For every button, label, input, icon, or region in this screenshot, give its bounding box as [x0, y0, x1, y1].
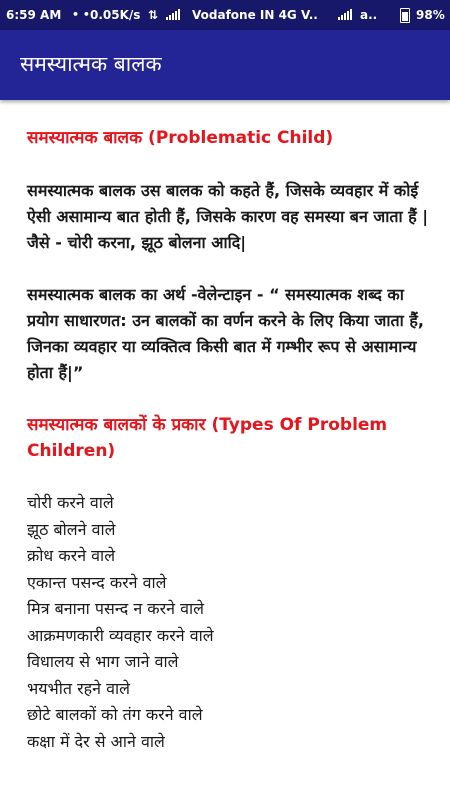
list-item: कक्षा में देर से आने वाले — [27, 731, 165, 751]
list-item: भयभीत रहने वाले — [27, 678, 131, 698]
app-bar — [0, 30, 450, 100]
paragraph-definition: समस्यात्मक बालक उस बालक को कहते हैं, जिसके व्यवहार में कोई ऐसी असामान्य बात होती हैं, जिसके कारण वह समस्या बन जाता हैं | जैसे - चोरी करना, झूठ बोलना आदि| — [27, 181, 429, 252]
page-title: समस्यात्मक बालक — [20, 52, 162, 76]
status-time: 6:59 AM — [6, 8, 62, 22]
article-content — [27, 125, 432, 755]
signal2-icon — [338, 8, 353, 23]
carrier-name-2: a.. — [360, 8, 378, 22]
list-item: एकान्त पसन्द करने वाले — [27, 572, 167, 592]
battery-icon — [400, 8, 410, 24]
list-item: विधालय से भाग जाने वाले — [27, 652, 179, 671]
list-item: आक्रमणकारी व्यवहार करने वाले — [27, 625, 214, 645]
list-item: चोरी करने वाले — [27, 493, 114, 512]
battery-level: 98% — [416, 8, 445, 22]
list-item: क्रोध करने वाले — [27, 546, 116, 565]
list-item: छोटे बालकों को तंग करने वाले — [27, 705, 203, 724]
status-dots: • • — [72, 8, 90, 21]
heading-problematic-child: समस्यात्मक बालक (Problematic Child) — [27, 128, 334, 148]
status-bar — [0, 0, 450, 30]
data-transfer-icon: ⇅ — [148, 8, 159, 22]
carrier-name: Vodafone IN 4G V.. — [192, 8, 318, 22]
signal-icon — [166, 8, 181, 23]
list-item: मित्र बनाना पसन्द न करने वाले — [27, 599, 204, 618]
heading-types: समस्यात्मक बालकों के प्रकार (Types Of Problem Children) — [27, 415, 388, 461]
list-item: झूठ बोलने वाले — [27, 519, 116, 539]
network-speed: 0.05K/s — [90, 8, 141, 22]
types-list — [27, 490, 432, 755]
paragraph-meaning: समस्यात्मक बालक का अर्थ -वेलेन्टाइन - “ समस्यात्मक शब्द का प्रयोग साधारणत: उन बालकों का वर्णन करने के लिए किया जाता हैं, जिनका व्यवहार या व्यक्तित्व किसी बात में गम्भीर रूप से असामान्य होता हैं|” — [27, 285, 424, 382]
